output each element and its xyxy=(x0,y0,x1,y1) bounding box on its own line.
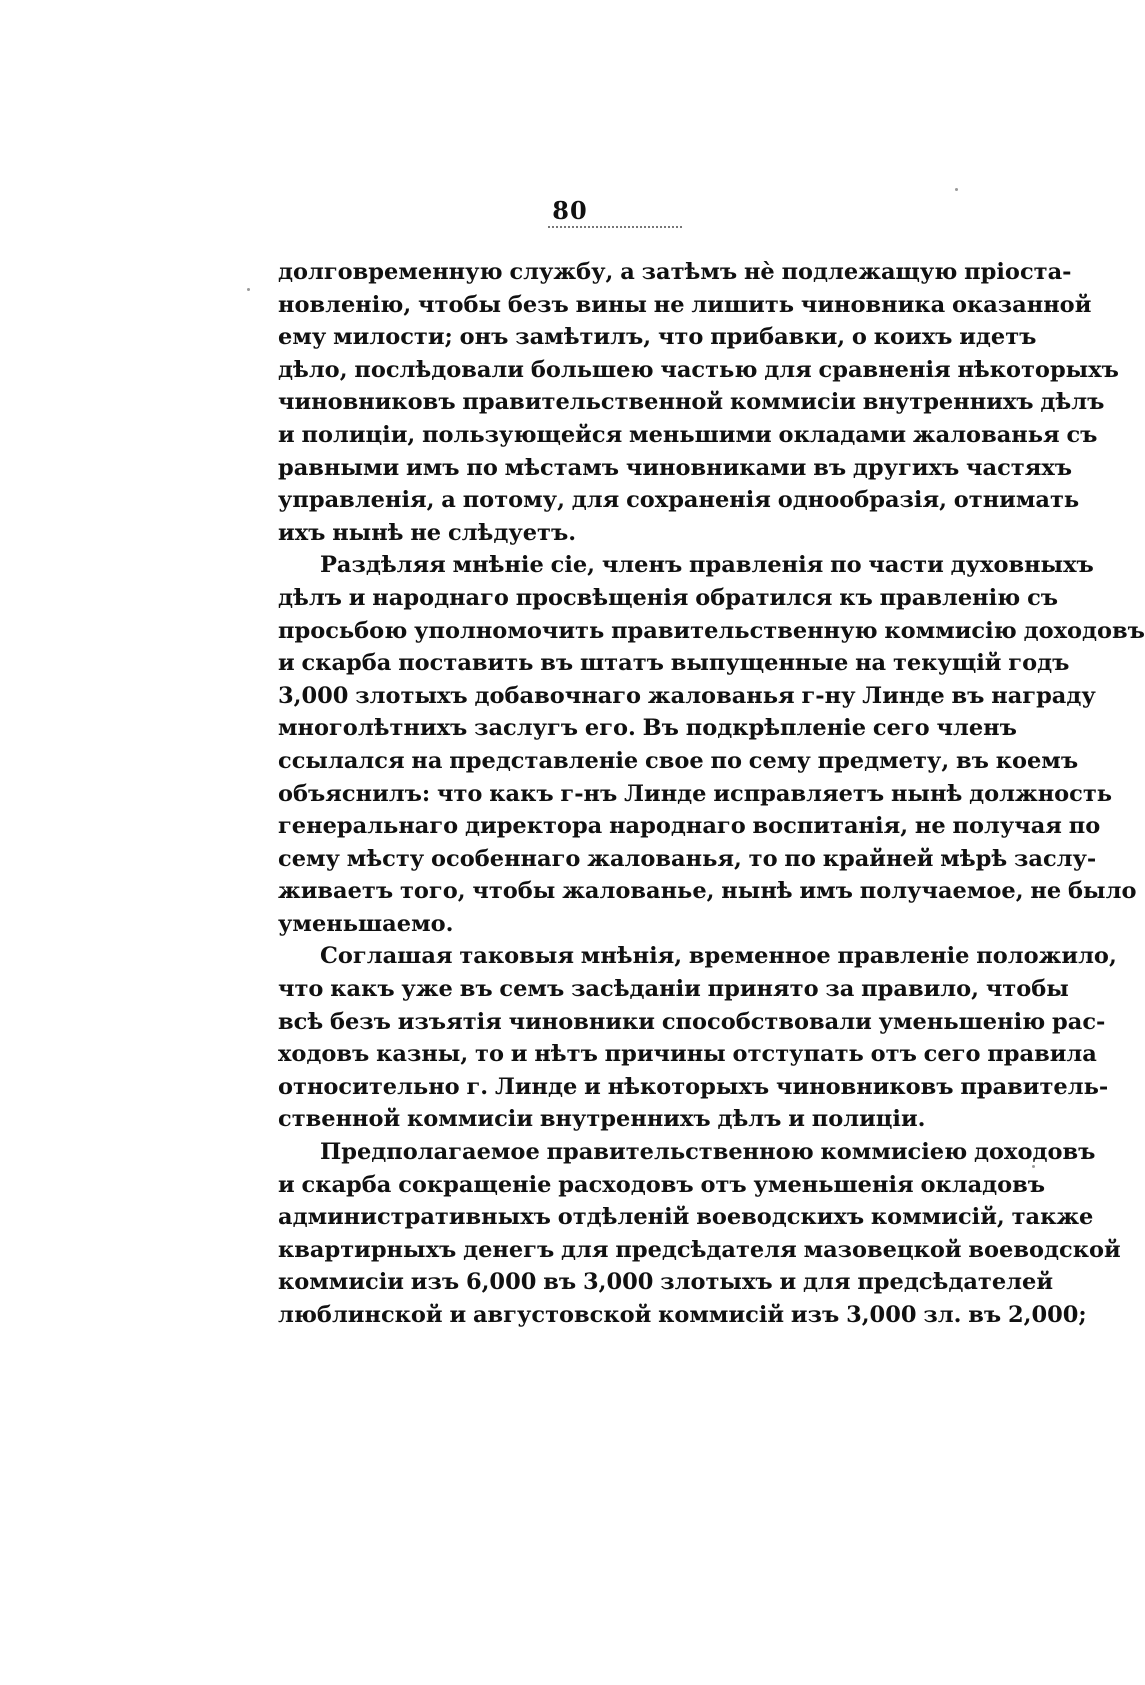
text-line: ему милости; онъ замѣтилъ, что прибавки, о коихъ идетъ xyxy=(278,324,1037,351)
text-line: генеральнаго директора народнаго воспитанія, не получая по xyxy=(278,813,1101,840)
text-line: долговременную службу, а затѣмъ нѐ подлежащую пріоста- xyxy=(278,259,1072,285)
text-line: просьбою уполномочить правительственную коммисію доходовъ xyxy=(278,617,1145,644)
text-line: ссылался на представленіе свое по сему предмету, въ коемъ xyxy=(278,747,1079,774)
text-line: относительно г. Линде и нѣкоторыхъ чиновниковъ правитель- xyxy=(278,1073,1109,1100)
text-line: ихъ нынѣ не слѣдуетъ. xyxy=(278,519,577,546)
text-line: квартирныхъ денегъ для предсѣдателя мазовецкой воеводской xyxy=(278,1236,1121,1263)
text-line: сему мѣсту особеннаго жалованья, то по крайней мѣрѣ заслу- xyxy=(278,845,1097,872)
paragraph-4 xyxy=(278,1136,1121,1332)
text-line: уменьшаемо. xyxy=(278,910,454,937)
text-line: ходовъ казны, то и нѣтъ причины отступать отъ сего правила xyxy=(278,1041,1097,1068)
speck-top-right xyxy=(955,188,958,191)
text-line: и скарба поставить въ штатъ выпущенные на текущій годъ xyxy=(278,650,1070,677)
text-line: всѣ безъ изъятія чиновники способствовали уменьшенію рас- xyxy=(278,1008,1106,1035)
text-line: 3,000 злотыхъ добавочнаго жалованья г-ну Линде въ награду xyxy=(278,682,1096,709)
page-number-rule xyxy=(548,226,682,228)
text-line: коммисіи изъ 6,000 въ 3,000 злотыхъ и для предсѣдателей xyxy=(278,1269,1054,1296)
text-line: объяснилъ: что какъ г-нъ Линде исправляетъ нынѣ должность xyxy=(278,780,1113,807)
speck-left-margin xyxy=(247,288,250,291)
text-line: и полиціи, пользующейся меньшими окладами жалованья съ xyxy=(278,421,1098,448)
page-number: 80 xyxy=(552,196,588,225)
text-line: административныхъ отдѣленій воеводскихъ коммисій, также xyxy=(278,1204,1094,1231)
text-line: Предполагаемое правительственною коммисіею доходовъ xyxy=(320,1139,1096,1166)
text-line: ственной коммисіи внутреннихъ дѣлъ и полиціи. xyxy=(278,1106,926,1133)
paragraph-2 xyxy=(278,549,1145,940)
text-line: управленія, а потому, для сохраненія однообразія, отнимать xyxy=(278,487,1080,514)
text-line: новленію, чтобы безъ вины не лишить чиновника оказанной xyxy=(278,291,1092,318)
text-line: Раздѣляя мнѣніе сіе, членъ правленія по части духовныхъ xyxy=(320,552,1094,579)
text-line: живаетъ того, чтобы жалованье, нынѣ имъ получаемое, не было xyxy=(278,878,1137,905)
text-line: и скарба сокращеніе расходовъ отъ уменьшенія окладовъ xyxy=(278,1171,1046,1198)
text-line: многолѣтнихъ заслугъ его. Въ подкрѣпленіе сего членъ xyxy=(278,715,1017,742)
paragraph-3 xyxy=(278,940,1117,1136)
text-line: дѣло, послѣдовали большею частью для сравненія нѣкоторыхъ xyxy=(278,356,1119,383)
text-line: Соглашая таковыя мнѣнія, временное правленіе положило, xyxy=(320,943,1117,970)
paragraph-1 xyxy=(278,256,1119,549)
text-line: равными имъ по мѣстамъ чиновниками въ другихъ частяхъ xyxy=(278,454,1073,481)
speck-right-margin xyxy=(1032,1165,1035,1168)
text-line: люблинской и августовской коммисій изъ 3,000 зл. въ 2,000; xyxy=(278,1302,1087,1328)
text-line: чиновниковъ правительственной коммисіи внутреннихъ дѣлъ xyxy=(278,389,1105,416)
text-line: дѣлъ и народнаго просвѣщенія обратился къ правленію съ xyxy=(278,584,1059,611)
text-line: что какъ уже въ семъ засѣданіи принято за правило, чтобы xyxy=(278,976,1069,1003)
text-block xyxy=(278,256,1145,1332)
